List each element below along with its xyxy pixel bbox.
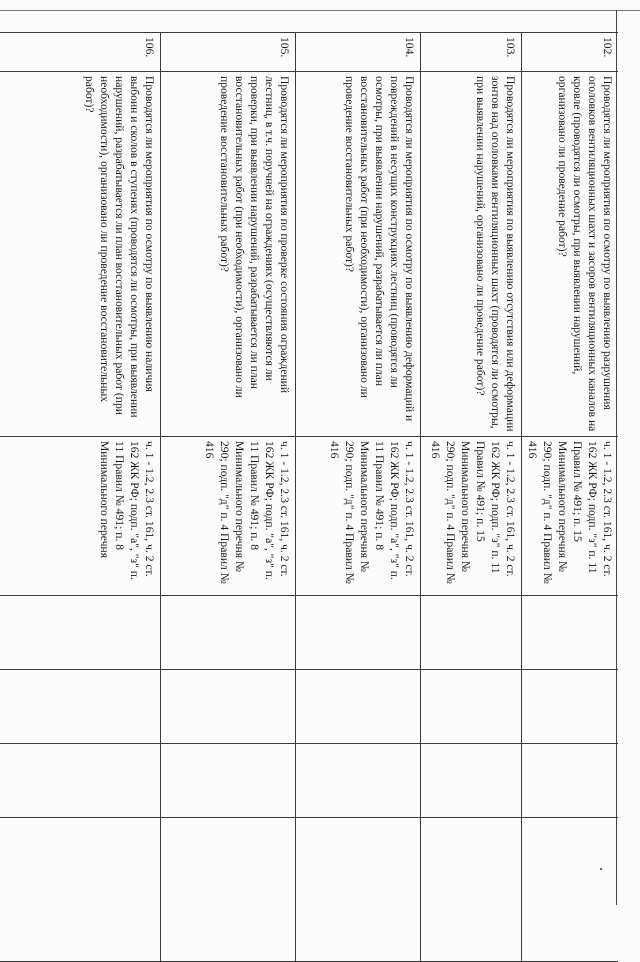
empty-answer-cell <box>296 744 421 818</box>
empty-answer-cell <box>296 670 421 744</box>
legal-reference-cell: ч. 1 - 1.2, 2.3 ст. 161, ч. 2 ст. 162 ЖК РФ; подп. "з" п. 11 Правил № 491; п. 15 Минимального перечня № 290; подп. "д" п. 4 Правил № 416 <box>421 437 522 596</box>
empty-answer-cell <box>0 744 161 818</box>
table-row <box>0 33 161 962</box>
empty-answer-cell <box>0 596 161 670</box>
legal-reference-cell: ч. 1 - 1.2, 2.3 ст. 161, ч. 2 ст. 162 ЖК РФ; подп. "а", "з" п. 11 Правил № 491; п. 8 Минимального перечня <box>0 437 161 596</box>
legal-reference-cell: ч. 1 - 1.2, 2.3 ст. 161, ч. 2 ст. 162 ЖК РФ; подп. "а", "з" п. 11 Правил № 491; п. 8 Минимального перечня № 290; подп. "д" п. 4 Правил № 416 <box>296 437 421 596</box>
empty-note-cell <box>522 818 619 962</box>
table-row <box>161 33 296 962</box>
empty-answer-cell <box>0 670 161 744</box>
empty-answer-cell <box>421 744 522 818</box>
question-cell: Проводятся ли мероприятия по осмотру по выявлению разрушения оголовков вентиляционных шахт и засоров вентиляционных каналов на кровле (проводятся ли осмотры, при выявлении нарушений, организовано ли проведение работ)? <box>522 72 619 437</box>
empty-answer-cell <box>296 596 421 670</box>
empty-note-cell <box>296 818 421 962</box>
empty-note-cell <box>421 818 522 962</box>
empty-answer-cell <box>522 744 619 818</box>
empty-answer-cell <box>421 670 522 744</box>
table-row <box>296 33 421 962</box>
empty-note-cell <box>161 818 296 962</box>
empty-answer-cell <box>161 596 296 670</box>
empty-answer-cell <box>522 596 619 670</box>
question-cell: Проводятся ли мероприятия по осмотру по выявлению наличия выбоин и сколов в ступенях (проводятся ли осмотры, при выявлении нарушений, разрабатывается ли план восстановительных работ (при необходимости), организовано ли проведение восстановительных работ)? <box>0 72 161 437</box>
empty-note-cell <box>0 818 161 962</box>
row-number: 102. <box>522 33 619 72</box>
empty-answer-cell <box>161 670 296 744</box>
row-number: 103. <box>421 33 522 72</box>
legal-reference-cell: ч. 1 - 1.2, 2.3 ст. 161, ч. 2 ст. 162 ЖК РФ; подп. "з" п. 11 Правил № 491; п. 15 Минимального перечня № 290; подп. "д" п. 4 Правил № 416 <box>522 437 619 596</box>
row-number: 104. <box>296 33 421 72</box>
question-cell: Проводятся ли мероприятия по проверке состояния ограждений лестниц, в т.ч. поручней на ограждениях (осуществляются ли проверки, при выявлении нарушений, разрабатывается ли план восстановительных работ (при необходимости), организовано ли проведение восстановительных работ)? <box>161 72 296 437</box>
row-number: 105. <box>161 33 296 72</box>
row-number: 106. <box>0 33 161 72</box>
question-cell: Проводятся ли мероприятия по выявлению отсутствия или деформации зонтов над оголовками вентиляционных шахт (проводятся ли осмотры, при выявлении нарушений, организовано ли проведение работ)? <box>421 72 522 437</box>
table-row <box>522 33 619 962</box>
empty-answer-cell <box>161 744 296 818</box>
empty-answer-cell <box>421 596 522 670</box>
empty-answer-cell <box>522 670 619 744</box>
question-cell: Проводятся ли мероприятия по осмотру по выявлению деформаций и повреждений в несущих конструкциях лестниц (проводятся ли осмотры, при выявлении нарушений, разрабатывается ли план восстановительных работ (при необходимости), организовано ли проведение восстановительных работ)? <box>296 72 421 437</box>
legal-reference-cell: ч. 1 - 1.2, 2.3 ст. 161, ч. 2 ст. 162 ЖК РФ; подп. "а", "з" п. 11 Правил № 491; п. 8 Минимального перечня № 290; подп. "д" п. 4 Правил № 416 <box>161 437 296 596</box>
checklist-table <box>0 32 618 962</box>
table-row <box>421 33 522 962</box>
